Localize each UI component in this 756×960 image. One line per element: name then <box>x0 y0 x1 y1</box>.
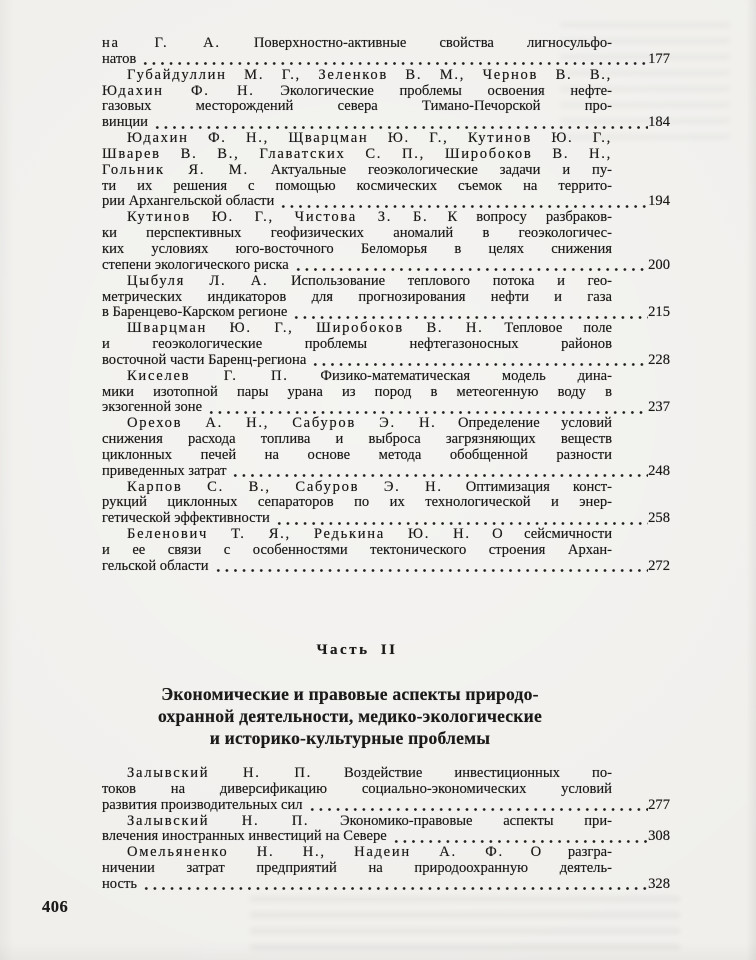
entry-title-text: мики изотопной пары урана из пород в метеогенную воду в <box>102 383 612 400</box>
entry-title-text: ки перспективных геофизических аномалий в геоэкологичес- <box>102 225 612 242</box>
entry-title-text: снижения расхода топлива и выброса загрязняющих веществ <box>102 431 612 448</box>
toc-line <box>102 369 612 385</box>
toc-line <box>102 385 612 401</box>
toc-line <box>102 464 670 480</box>
author-names: Орехов А. Н., Сабуров Э. Н. <box>127 415 437 432</box>
author-names: Губайдуллин М. Г., Зеленков В. М., Чернов В. В., <box>127 66 612 83</box>
entry-title-text: ность <box>102 875 137 892</box>
entry-title-text: приведенных затрат <box>102 462 227 479</box>
toc-entry <box>102 369 670 417</box>
toc-line <box>102 814 612 830</box>
toc-line <box>102 337 612 353</box>
entry-page-number: 248 <box>648 462 670 479</box>
entry-title-text: рии Архангельской области <box>102 193 275 210</box>
toc-line <box>102 432 612 448</box>
toc-entry <box>102 480 670 528</box>
author-names: Юдахин Ф. Н. <box>102 82 255 99</box>
toc-line <box>102 527 612 543</box>
part-heading: Часть II <box>316 642 398 658</box>
toc-entry <box>102 766 670 814</box>
entry-page-number: 237 <box>648 399 670 416</box>
entry-title-text: и ее связи с особенностями тектонического строения Архан- <box>102 542 612 558</box>
toc-line <box>102 52 670 68</box>
entry-title-text: натов <box>102 50 137 67</box>
toc-entry <box>102 845 670 893</box>
toc-line <box>102 798 670 814</box>
dot-leader <box>292 315 648 320</box>
entry-title-text: гетической эффективности <box>102 510 270 527</box>
toc-part2-entries <box>102 766 670 893</box>
toc-entry <box>102 68 670 131</box>
entry-page-number: 228 <box>648 351 670 368</box>
toc-entry <box>102 416 670 479</box>
entry-title-text: Оптимизация конст- <box>442 478 613 495</box>
entry-page-number: 200 <box>648 256 670 273</box>
toc-line <box>102 36 612 52</box>
dot-leader <box>214 568 649 573</box>
toc-line <box>102 877 670 893</box>
toc-line <box>102 321 612 337</box>
entry-title-text: токов на диверсификацию социально-экономических условий <box>102 780 612 797</box>
toc-line <box>102 194 670 210</box>
entry-page-number: 258 <box>648 510 670 527</box>
entry-page-number: 194 <box>648 193 670 210</box>
author-names: Беленович Т. Я., Редькина Ю. Н. <box>127 526 471 543</box>
entry-page-number: 308 <box>648 828 670 845</box>
section-title-line: Экономические и правовые аспекты природо- <box>161 684 539 704</box>
toc-line <box>102 242 612 258</box>
entry-title-text: Использование теплового потока и гео- <box>268 272 612 289</box>
entry-title-text: О сейсмичности <box>470 526 613 543</box>
entry-page-number: 328 <box>648 875 670 892</box>
section-title <box>90 683 610 749</box>
entry-title-text: ких условиях юго-восточного Беломорья в целях снижения <box>102 240 612 257</box>
entry-title-text: Воздействие инвестиционных по- <box>312 765 612 781</box>
toc-line <box>102 226 612 242</box>
toc-line <box>102 400 670 416</box>
author-names: Омельяненко Н. Н., Надеин А. Ф. <box>127 844 504 861</box>
author-names: Кутинов Ю. Г., Чистова З. Б. <box>127 209 429 226</box>
dot-leader <box>392 839 648 844</box>
toc-line <box>102 845 612 861</box>
toc-entry <box>102 814 670 846</box>
toc-line <box>102 559 670 575</box>
section-title-line: и историко-культурные проблемы <box>209 728 491 748</box>
toc-line <box>102 115 670 131</box>
toc-entry <box>102 274 670 322</box>
entry-title-text: рукций циклонных сепараторов по их технологической и энер- <box>102 494 612 511</box>
toc-line <box>102 274 612 290</box>
toc-line <box>102 416 612 432</box>
toc-line <box>102 480 612 496</box>
dot-leader <box>153 125 648 130</box>
toc-line <box>102 258 670 274</box>
author-names: Цыбуля Л. А. <box>127 272 269 289</box>
toc-line <box>102 131 612 147</box>
toc-line <box>102 290 612 306</box>
entry-title-text: Определение условий <box>436 415 612 432</box>
toc-line <box>102 861 612 877</box>
entry-page-number: 215 <box>648 304 670 321</box>
author-names: на Г. А. <box>102 35 221 51</box>
entry-title-text: К вопросу разбраков- <box>428 209 612 226</box>
folio-number: 406 <box>42 897 69 916</box>
toc-line <box>102 147 612 163</box>
author-names: Шварцман Ю. Г., Широбоков В. Н. <box>127 320 484 337</box>
entry-title-text: экзогенной зоне <box>102 399 203 416</box>
entry-page-number: 184 <box>648 114 670 131</box>
entry-title-text: Актуальные геоэкологические задачи и пу- <box>248 161 613 178</box>
toc-line <box>102 210 612 226</box>
entry-title-text: восточной части Баренц-региона <box>102 351 307 368</box>
toc-line <box>102 353 670 369</box>
entry-title-text: и геоэкологические проблемы нефтегазоносных районов <box>102 336 612 353</box>
toc-entry <box>102 36 670 68</box>
dot-leader <box>231 473 648 478</box>
entry-title-text: степени экологического риска <box>102 256 289 273</box>
toc-line <box>102 829 670 845</box>
entry-title-text: влечения иностранных инвестиций на Севере <box>102 828 387 845</box>
toc-line <box>102 84 612 100</box>
toc-line <box>102 68 612 84</box>
entry-page-number: 277 <box>648 796 670 813</box>
entry-title-text: ничении затрат предприятий на природоохранную деятель- <box>102 860 612 877</box>
toc-line <box>102 495 612 511</box>
entry-title-text: в Баренцево-Карском регионе <box>102 304 288 321</box>
author-names: Гольник Я. М. <box>102 161 249 178</box>
toc-line <box>102 511 670 527</box>
author-names: Шварев В. В., Главатских С. П., Широбоков В. Н., <box>102 145 612 162</box>
toc-entry <box>102 131 670 210</box>
entry-title-text: О разгра- <box>503 844 613 861</box>
dot-leader <box>308 807 649 812</box>
toc-line <box>102 99 612 115</box>
entry-page-number: 177 <box>648 50 670 67</box>
toc-line <box>102 305 670 321</box>
toc-line <box>102 179 612 195</box>
toc-line <box>102 448 612 464</box>
toc-line <box>102 766 612 782</box>
toc-entry <box>102 210 670 273</box>
entry-title-text: винции <box>102 114 148 131</box>
dot-leader <box>279 204 648 209</box>
entry-title-text: Поверхностно-активные свойства лигносульфо- <box>220 35 613 51</box>
entry-title-text: Экологические проблемы освоения нефте- <box>254 82 612 99</box>
dot-leader <box>207 410 648 415</box>
section-title-line: охранной деятельности, медико-экологические <box>158 706 542 726</box>
scan-showthrough-artifact <box>250 892 680 950</box>
entry-title-text: развития производительных сил <box>102 796 303 813</box>
dot-leader <box>311 362 648 367</box>
dot-leader <box>275 521 648 526</box>
entry-page-number: 272 <box>648 557 670 574</box>
dot-leader <box>141 61 648 66</box>
author-names: Киселев Г. П. <box>127 367 289 384</box>
entry-title-text: гельской области <box>102 557 209 574</box>
author-names: Залывский Н. П. <box>127 812 310 829</box>
author-names: Юдахин Ф. Н., Щварцман Ю. Г., Кутинов Ю. Г., <box>127 130 612 147</box>
entry-title-text: метрических индикаторов для прогнозирования нефти и газа <box>102 288 612 305</box>
toc-line <box>102 543 612 559</box>
toc-line <box>102 782 612 798</box>
entry-title-text: ти их решения с помощью космических съемок на террито- <box>102 177 612 194</box>
toc-part1-entries <box>102 36 670 575</box>
author-names: Залывский Н. П. <box>127 765 312 781</box>
entry-title-text: Тепловое поле <box>483 320 612 337</box>
entry-title-text: газовых месторождений севера Тимано-Печорской про- <box>102 98 612 115</box>
author-names: Карпов С. В., Сабуров Э. Н. <box>127 478 443 495</box>
entry-title-text: циклонных печей на основе метода обобщенной разности <box>102 446 612 463</box>
dot-leader <box>142 886 648 891</box>
toc-line <box>102 163 612 179</box>
entry-title-text: Экономико-правовые аспекты при- <box>309 812 612 829</box>
toc-entry <box>102 527 670 575</box>
entry-title-text: Физико-математическая модель дина- <box>288 367 612 384</box>
toc-entry <box>102 321 670 369</box>
dot-leader <box>294 267 648 272</box>
